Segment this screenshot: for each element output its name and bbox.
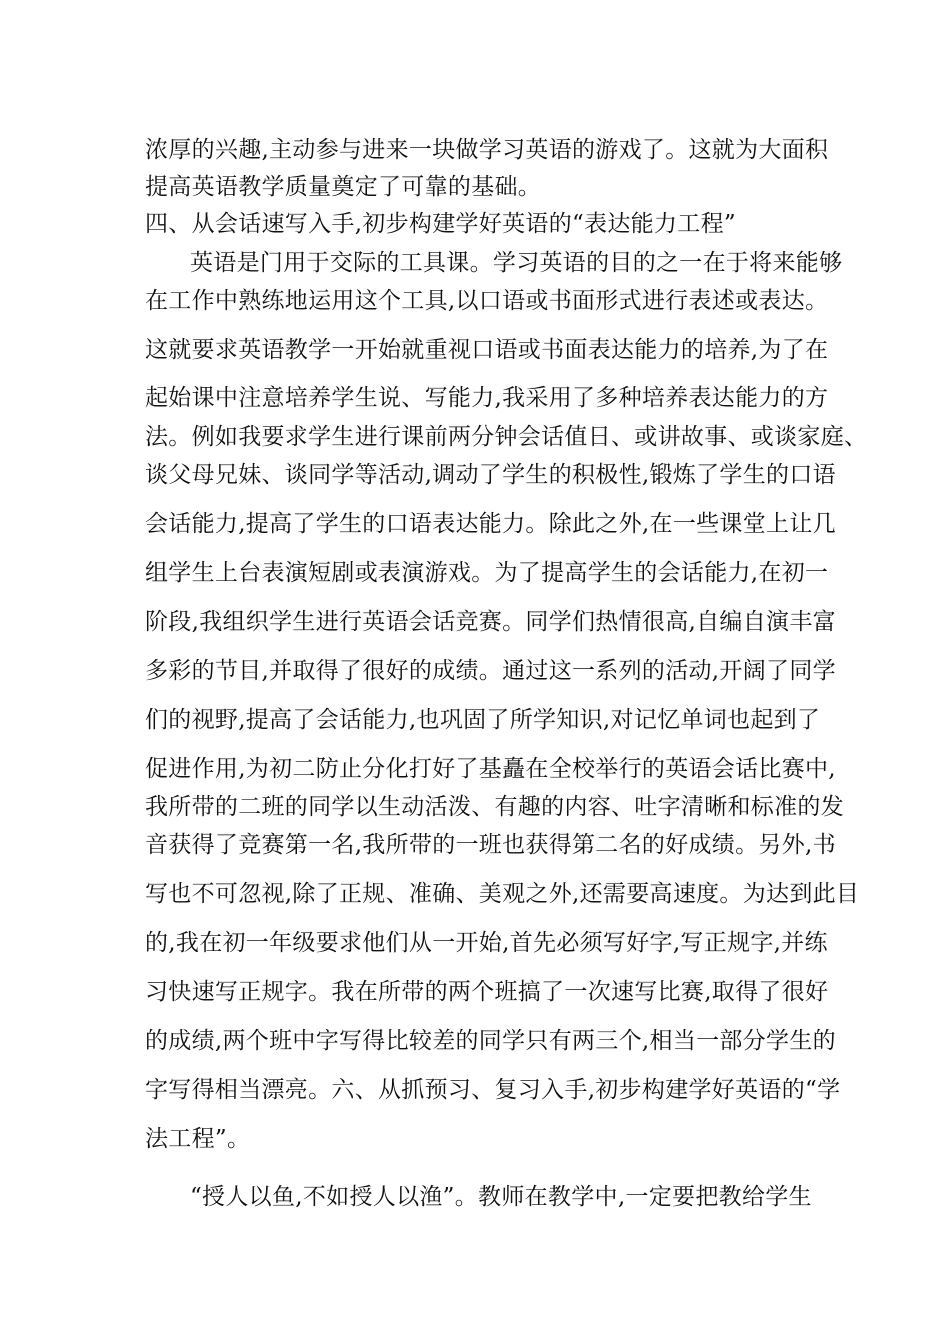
text-line: 起始课中注意培养学生说、写能力,我采用了多种培养表达能力的方 bbox=[145, 385, 829, 411]
text-line: 谈父母兄妹、谈同学等活动,调动了学生的积极性,锻炼了学生的口语 bbox=[145, 462, 836, 488]
text-line: 的,我在初一年级要求他们从一开始,首先必须写好字,写正规字,并练 bbox=[145, 930, 828, 956]
text-line: 法。例如我要求学生进行课前两分钟会话值日、或讲故事、或谈家庭、 bbox=[145, 424, 868, 450]
text-line: 习快速写正规字。我在所带的两个班搞了一次速写比赛,取得了很好 bbox=[145, 979, 829, 1005]
text-line: 多彩的节目,并取得了很好的成绩。通过这一系列的活动,开阔了同学 bbox=[145, 658, 836, 684]
text-line: 组学生上台表演短剧或表演游戏。为了提高学生的会话能力,在初一 bbox=[145, 560, 829, 586]
text-line: 法工程”。 bbox=[145, 1126, 251, 1152]
text-line: 的成绩,两个班中字写得比较差的同学只有两三个,相当一部分学生的 bbox=[145, 1028, 836, 1054]
text-line: 这就要求英语教学一开始就重视口语或书面表达能力的培养,为了在 bbox=[145, 337, 829, 363]
text-line: 会话能力,提高了学生的口语表达能力。除此之外,在一些课堂上让几 bbox=[145, 511, 836, 537]
text-line: 浓厚的兴趣,主动参与进来一块做学习英语的游戏了。这就为大面积 bbox=[145, 137, 829, 163]
text-line: 在工作中熟练地运用这个工具,以口语或书面形式进行表述或表达。 bbox=[145, 288, 829, 314]
paragraph-first-line: 英语是门用于交际的工具课。学习英语的目的之一在于将来能够 bbox=[190, 250, 843, 276]
text-line: 我所带的二班的同学以生动活泼、有趣的内容、吐字清晰和标准的发 bbox=[145, 794, 844, 820]
paragraph-first-line: “授人以鱼,不如授人以渔”。教师在教学中,一定要把教给学生 bbox=[190, 1184, 812, 1210]
text-line: 写也不可忽视,除了正规、准确、美观之外,还需要高速度。为达到此目 bbox=[145, 881, 860, 907]
text-line: 促进作用,为初二防止分化打好了基矗在全校举行的英语会话比赛中, bbox=[145, 756, 836, 782]
section-heading: 四、从会话速写入手,初步构建学好英语的“表达能力工程” bbox=[145, 211, 736, 237]
text-line: 阶段,我组织学生进行英语会话竞赛。同学们热情很高,自编自演丰富 bbox=[145, 609, 836, 635]
text-line: 字写得相当漂亮。六、从抓预习、复习入手,初步构建学好英语的“学 bbox=[145, 1077, 841, 1103]
text-line: 提高英语教学质量奠定了可靠的基础。 bbox=[145, 174, 542, 200]
text-line: 音获得了竞赛第一名,我所带的一班也获得第二名的好成绩。另外,书 bbox=[145, 832, 836, 858]
text-line: 们的视野,提高了会话能力,也巩固了所学知识,对记忆单词也起到了 bbox=[145, 707, 821, 733]
